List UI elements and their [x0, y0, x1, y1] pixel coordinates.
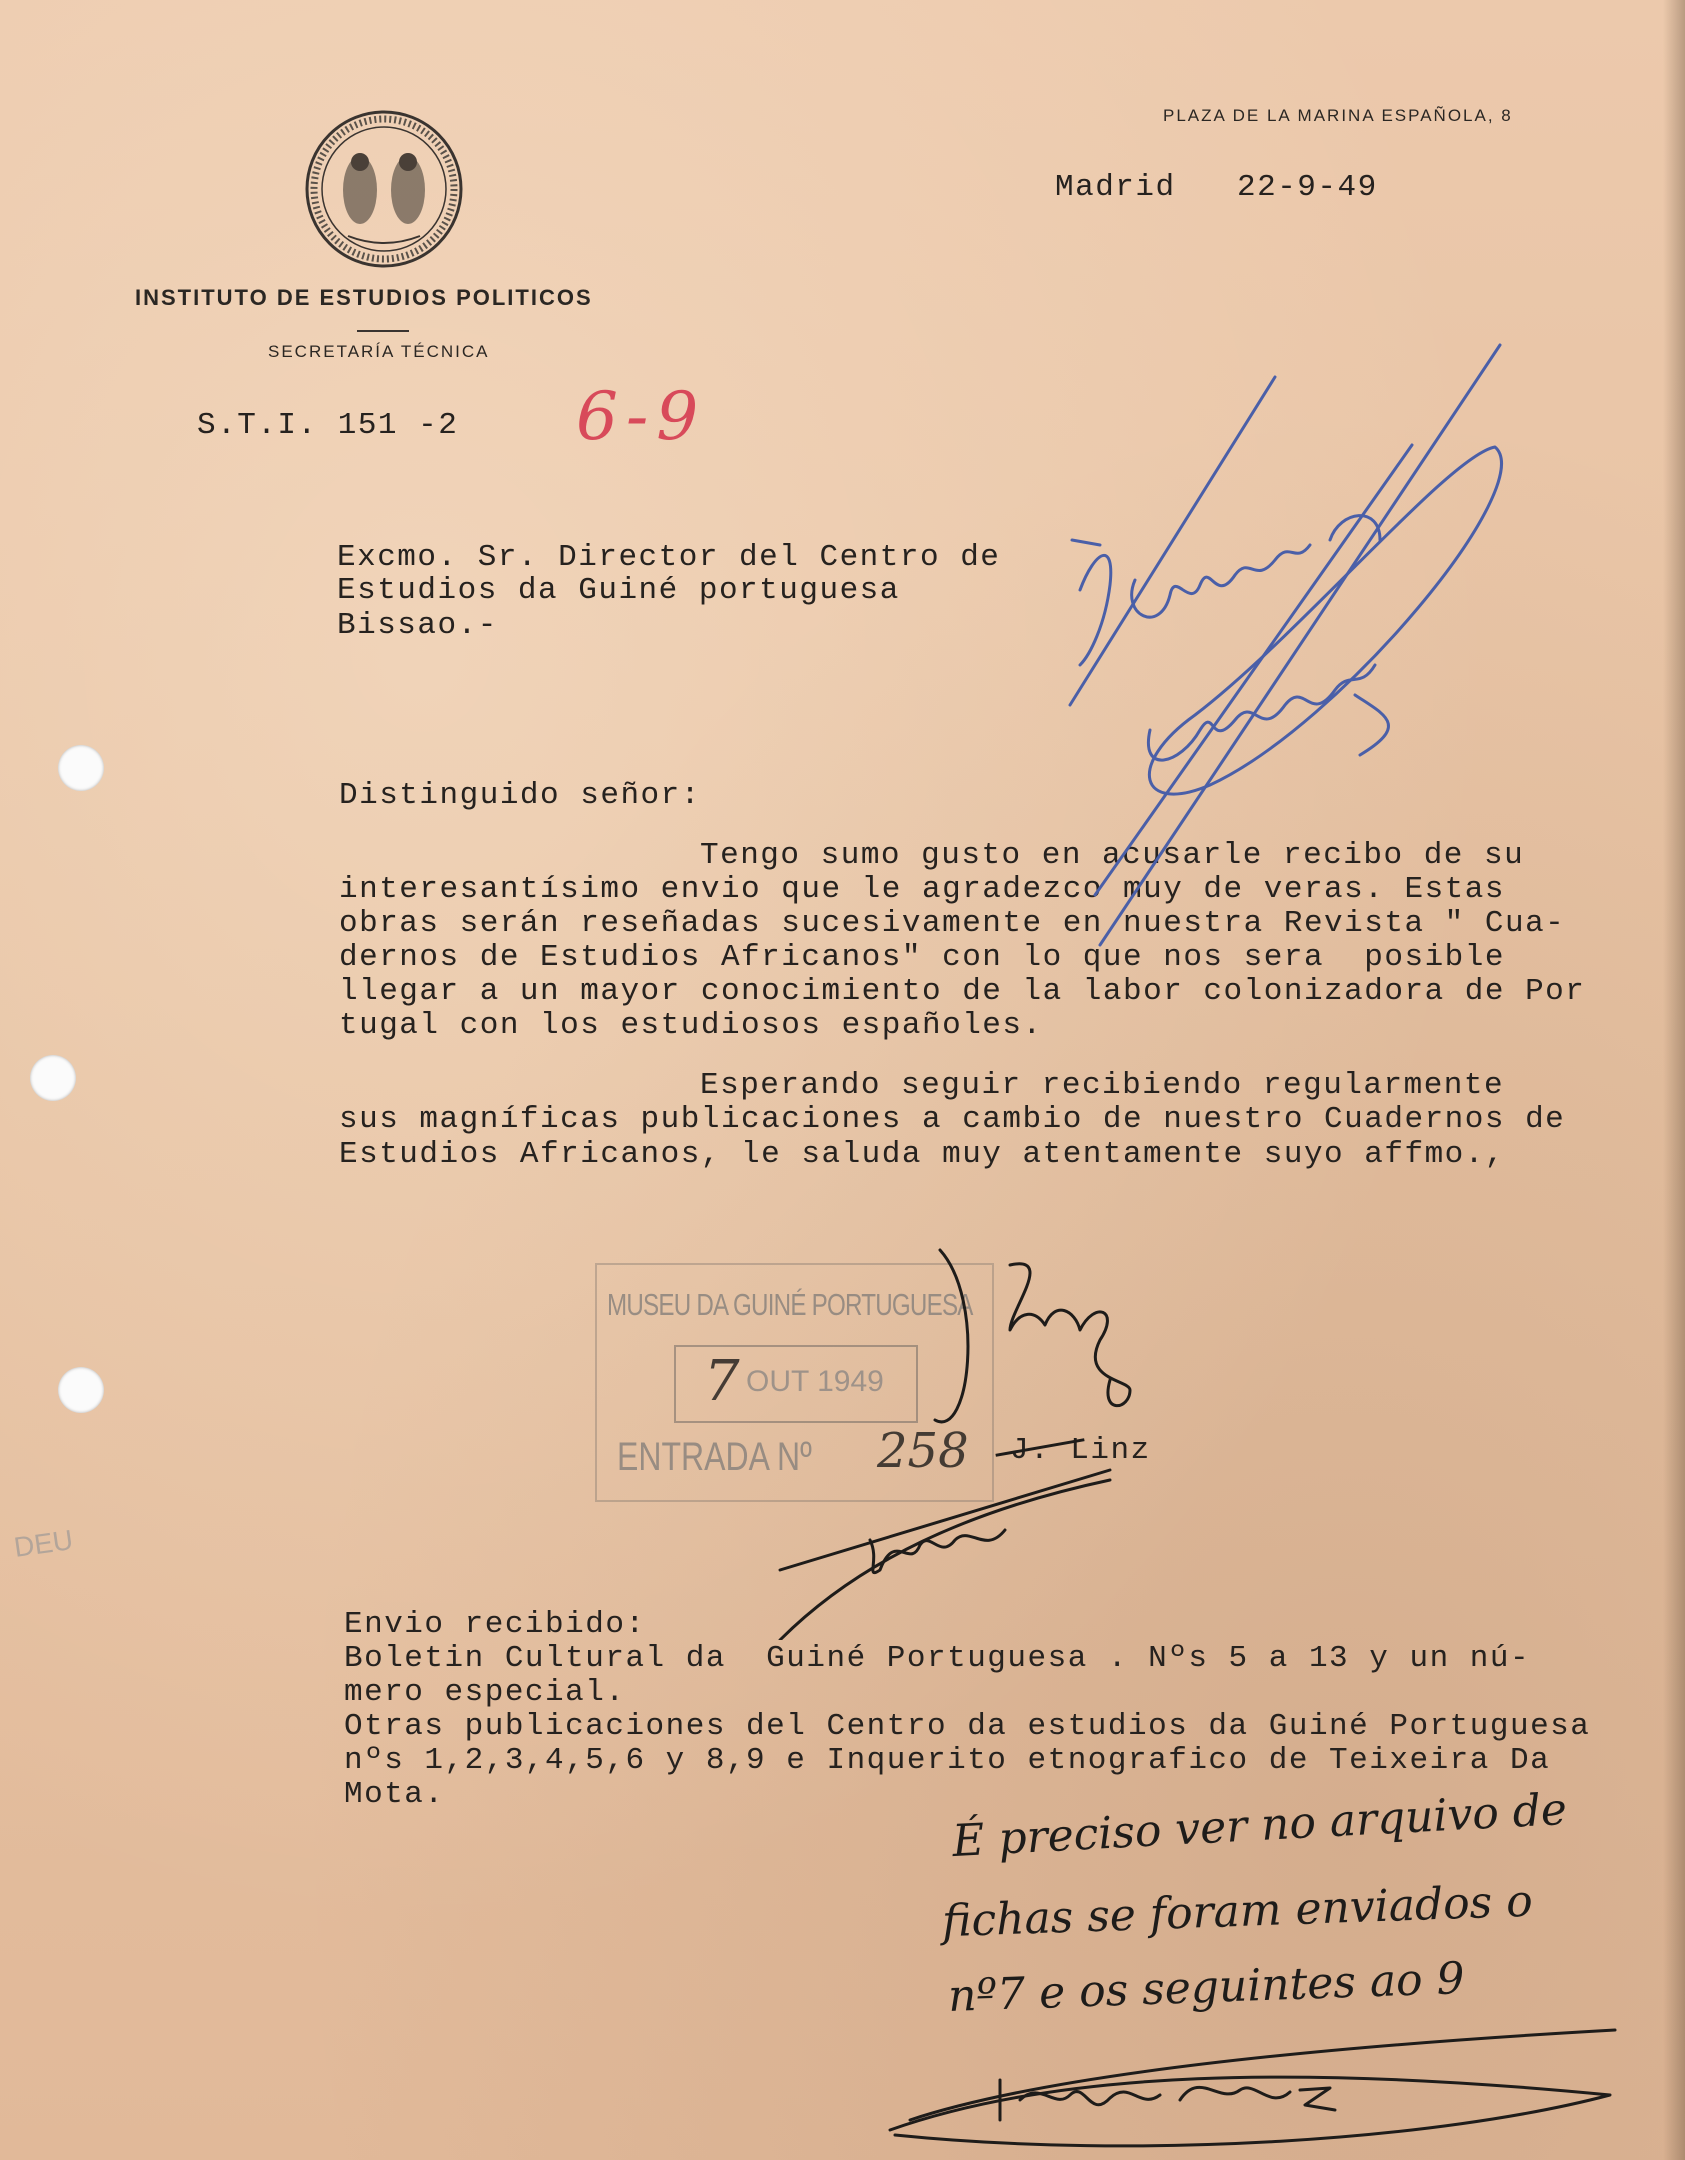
punch-hole-bottom: [58, 1367, 104, 1413]
dateline-date: 22-9-49: [1237, 170, 1378, 205]
handwritten-note-line: É preciso ver no arquivo de: [951, 1783, 1569, 1868]
stamp-entry-label: ENTRADA Nº: [617, 1435, 812, 1479]
stamp-museum-name: MUSEU DA GUINÉ PORTUGUESA: [607, 1287, 973, 1322]
handwritten-note-line: fichas se foram enviados o: [941, 1875, 1534, 1948]
signature-name: J. Linz: [1010, 1433, 1151, 1468]
body-line: dernos de Estudios Africanos" con lo que nos sera posible: [339, 940, 1505, 975]
department-name: SECRETARÍA TÉCNICA: [268, 342, 490, 361]
enclosure-line: Mota.: [344, 1777, 445, 1812]
handwritten-note-line: nº7 e os seguintes ao 9: [947, 1953, 1466, 2022]
punch-hole-top: [58, 745, 104, 791]
enclosure-line: mero especial.: [344, 1675, 626, 1710]
enclosure-line: nºs 1,2,3,4,5,6 y 8,9 e Inquerito etnografico de Teixeira Da: [344, 1743, 1551, 1778]
body-line: Estudios Africanos, le saluda muy atentamente suyo affmo.,: [339, 1137, 1505, 1172]
dateline-city: Madrid: [1055, 170, 1176, 205]
body-line: obras serán reseñadas sucesivamente en nuestra Revista " Cua-: [339, 906, 1566, 941]
institute-seal-icon: [303, 108, 465, 270]
addressee-line: Bissao.-: [337, 608, 498, 643]
body-line: Esperando seguir recibiendo regularmente: [700, 1068, 1505, 1103]
letterhead-rule: [357, 330, 409, 332]
body-line: llegar a un mayor conocimiento de la labor colonizadora de Por: [339, 974, 1586, 1009]
salutation: Distinguido señor:: [339, 778, 701, 813]
body-line: Tengo sumo gusto en acusarle recibo de su: [700, 838, 1525, 873]
institute-name: INSTITUTO DE ESTUDIOS POLITICOS: [135, 285, 593, 310]
body-line: interesantísimo envio que le agradezco muy de veras. Estas: [339, 872, 1505, 907]
body-line: sus magníficas publicaciones a cambio de nuestro Cuadernos de: [339, 1102, 1566, 1137]
stamp-date-day: 7: [704, 1349, 740, 1414]
stamp-date-rest: OUT 1949: [746, 1365, 884, 1398]
body-line: tugal con los estudiosos españoles.: [339, 1008, 1043, 1043]
letterhead-address: PLAZA DE LA MARINA ESPAÑOLA, 8: [1163, 106, 1513, 125]
enclosure-line: Otras publicaciones del Centro da estudios da Guiné Portuguesa: [344, 1709, 1591, 1744]
initials-flourish: [880, 2010, 1620, 2160]
margin-mark: DEU: [12, 1524, 75, 1563]
enclosure-line: Envio recibido:: [344, 1607, 646, 1642]
enclosure-line: Boletin Cultural da Guiné Portuguesa . Nºs 5 a 13 y un nú-: [344, 1641, 1531, 1676]
reference-number: S.T.I. 151 -2: [197, 408, 459, 443]
stamp-entry-number: 258: [877, 1423, 969, 1479]
addressee-line: Estudios da Guiné portuguesa: [337, 573, 900, 608]
punch-hole-middle: [30, 1055, 76, 1101]
red-handwritten-mark: 6-9: [576, 378, 707, 455]
blue-handwritten-annotation: [1040, 335, 1520, 955]
addressee-line: Excmo. Sr. Director del Centro de: [337, 540, 1001, 575]
